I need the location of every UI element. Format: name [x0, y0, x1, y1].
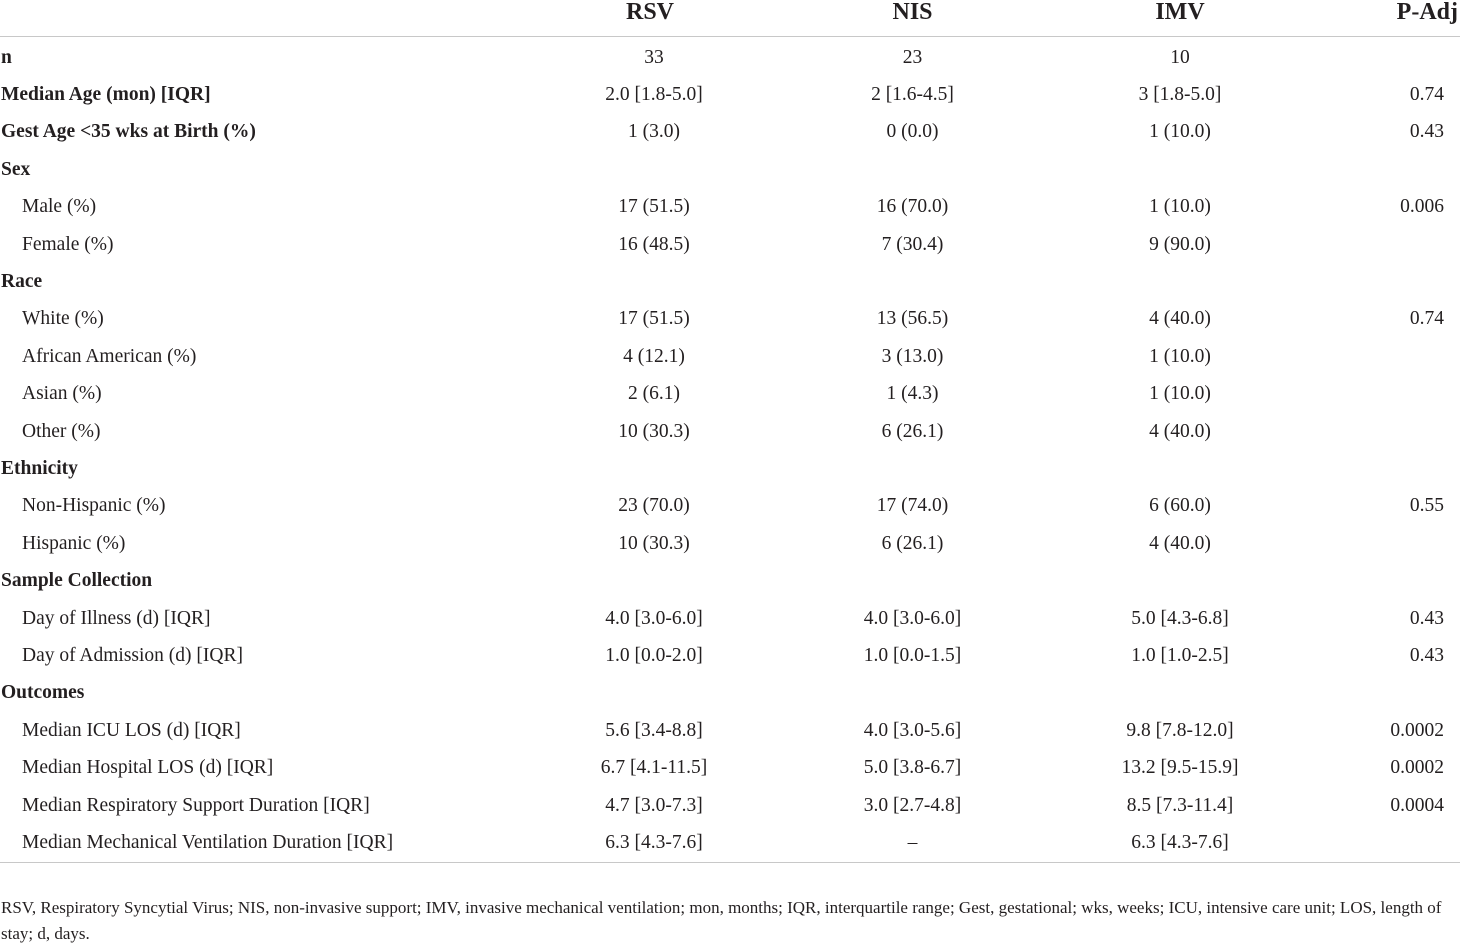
nis-value [780, 450, 1045, 487]
imv-value: 13.2 [9.5-15.9] [1121, 757, 1239, 779]
imv-value [1045, 151, 1315, 188]
table-row [0, 37, 1460, 77]
row-label: Hispanic (%) [22, 532, 126, 554]
table-row [0, 263, 1460, 300]
table-row [0, 189, 1460, 226]
rsv-value [510, 151, 780, 188]
header-imv: IMV [1045, 0, 1315, 37]
table-row [0, 488, 1460, 525]
nis-value: 3.0 [2.7-4.8] [863, 794, 962, 816]
rsv-value: 2 (6.1) [628, 383, 680, 405]
rsv-value: 10 (30.3) [618, 532, 690, 554]
nis-value [780, 151, 1045, 188]
nis-value [780, 263, 1045, 300]
table-row [0, 301, 1460, 338]
rsv-value: 6.7 [4.1-11.5] [600, 757, 708, 779]
imv-value: 1 (10.0) [1149, 345, 1211, 367]
p-adj-value: 0.43 [1409, 607, 1444, 629]
rsv-value [510, 450, 780, 487]
row-label: Median ICU LOS (d) [IQR] [22, 719, 241, 741]
p-adj-value [1315, 525, 1460, 562]
row-label: Median Age (mon) [IQR] [1, 84, 211, 106]
p-adj-value [1315, 376, 1460, 413]
p-adj-value: 0.55 [1409, 495, 1444, 517]
p-adj-value [1315, 151, 1460, 188]
table-row [0, 562, 1460, 599]
imv-value: 6 (60.0) [1149, 495, 1211, 517]
nis-value: 7 (30.4) [881, 233, 944, 255]
rsv-value: 1 (3.0) [628, 121, 680, 143]
table-row [0, 226, 1460, 263]
p-adj-value [1315, 226, 1460, 263]
row-label: Female (%) [22, 233, 114, 255]
p-adj-value [1315, 450, 1460, 487]
nis-value: 1 (4.3) [886, 383, 939, 405]
p-adj-value [1315, 413, 1460, 450]
table-row [0, 151, 1460, 188]
p-adj-value: 0.0002 [1390, 719, 1444, 741]
nis-value: 1.0 [0.0-1.5] [863, 644, 962, 666]
header-nis: NIS [780, 0, 1045, 37]
imv-value: 1 (10.0) [1149, 196, 1211, 218]
nis-value: – [780, 824, 1045, 863]
table-footnote: RSV, Respiratory Syncytial Virus; NIS, non-invasive support; IMV, invasive mechanical ventilation; mon, months; IQR, interquartile range; Gest, gestational; wks, weeks; ICU, intensive care unit; LOS, length of stay; d, days. [1, 898, 1442, 943]
rsv-value: 10 (30.3) [618, 420, 690, 442]
imv-value [1045, 675, 1315, 712]
row-label: Median Hospital LOS (d) [IQR] [22, 757, 274, 779]
rsv-value: 4.7 [3.0-7.3] [605, 794, 703, 816]
nis-value: 4.0 [3.0-6.0] [863, 607, 962, 629]
table-row [0, 600, 1460, 637]
table-row [0, 787, 1460, 824]
nis-value: 0 (0.0) [886, 121, 939, 143]
imv-value [1045, 263, 1315, 300]
table-row [0, 525, 1460, 562]
imv-value: 1 (10.0) [1149, 121, 1211, 143]
rsv-value: 4.0 [3.0-6.0] [605, 607, 703, 629]
table-row [0, 637, 1460, 674]
row-label: Male (%) [22, 196, 97, 218]
nis-value: 16 (70.0) [876, 196, 949, 218]
nis-value [780, 675, 1045, 712]
nis-value: 6 (26.1) [881, 532, 944, 554]
p-adj-value: 0.43 [1409, 121, 1444, 143]
table-row [0, 413, 1460, 450]
imv-value: 10 [1170, 46, 1190, 68]
imv-value: 1.0 [1.0-2.5] [1131, 644, 1229, 666]
table-row [0, 114, 1460, 151]
rsv-value: 33 [644, 46, 664, 68]
header-p-adj: P-Adj [1315, 0, 1460, 37]
p-adj-value [1315, 338, 1460, 375]
p-adj-value: 0.0002 [1390, 757, 1444, 779]
table-row [0, 675, 1460, 712]
row-label: Race [1, 271, 43, 293]
nis-value: 4.0 [3.0-5.6] [863, 719, 962, 741]
table-row [0, 76, 1460, 113]
rsv-value [510, 675, 780, 712]
nis-value: 5.0 [3.8-6.7] [863, 757, 962, 779]
table-row [0, 749, 1460, 786]
rsv-value [510, 562, 780, 599]
table-body [0, 37, 1460, 863]
row-label: Non-Hispanic (%) [22, 495, 166, 517]
header-rsv: RSV [510, 0, 780, 37]
nis-value: 6 (26.1) [881, 420, 944, 442]
row-label: African American (%) [22, 345, 197, 367]
row-label: Sex [1, 158, 31, 180]
row-label: Sample Collection [1, 570, 153, 592]
row-label: White (%) [22, 308, 104, 330]
p-adj-value: 0.74 [1409, 84, 1444, 106]
rsv-value: 6.3 [4.3-7.6] [510, 824, 780, 863]
imv-value: 4 (40.0) [1149, 308, 1211, 330]
row-label: Ethnicity [1, 457, 78, 479]
p-adj-value: 0.43 [1409, 644, 1444, 666]
nis-value [780, 562, 1045, 599]
nis-value: 3 (13.0) [881, 345, 944, 367]
rsv-value: 2.0 [1.8-5.0] [605, 84, 703, 106]
p-adj-value [1315, 824, 1460, 863]
nis-value: 2 [1.6-4.5] [871, 84, 954, 106]
row-label: Asian (%) [22, 383, 102, 405]
row-label: Other (%) [22, 420, 101, 442]
rsv-value: 17 (51.5) [618, 308, 690, 330]
header-row [0, 0, 1460, 37]
table-row [0, 712, 1460, 749]
nis-value: 23 [902, 46, 923, 68]
imv-value [1045, 562, 1315, 599]
imv-value: 9.8 [7.8-12.0] [1126, 719, 1234, 741]
table-row [0, 338, 1460, 375]
p-adj-value [1315, 37, 1460, 77]
imv-value: 1 (10.0) [1149, 383, 1211, 405]
p-adj-value [1315, 562, 1460, 599]
p-adj-value [1315, 263, 1460, 300]
imv-value: 4 (40.0) [1149, 420, 1211, 442]
imv-value: 6.3 [4.3-7.6] [1045, 824, 1315, 863]
rsv-value: 23 (70.0) [618, 495, 690, 517]
row-label: Median Mechanical Ventilation Duration [IQR] [0, 824, 510, 863]
imv-value: 4 (40.0) [1149, 532, 1211, 554]
row-label: Gest Age <35 wks at Birth (%) [1, 121, 256, 143]
rsv-value: 4 (12.1) [623, 345, 685, 367]
nis-value: 17 (74.0) [876, 495, 949, 517]
table-row [0, 824, 1460, 863]
row-label: n [1, 46, 12, 68]
imv-value: 3 [1.8-5.0] [1138, 84, 1222, 106]
rsv-value: 5.6 [3.4-8.8] [605, 719, 703, 741]
row-label: Median Respiratory Support Duration [IQR] [22, 794, 370, 816]
header-label-cell [0, 0, 510, 37]
row-label: Day of Illness (d) [IQR] [22, 607, 211, 629]
rsv-value [510, 263, 780, 300]
imv-value: 5.0 [4.3-6.8] [1131, 607, 1229, 629]
table-row [0, 450, 1460, 487]
table-row [0, 376, 1460, 413]
imv-value: 8.5 [7.3-11.4] [1126, 794, 1234, 816]
rsv-value: 16 (48.5) [618, 233, 690, 255]
row-label: Day of Admission (d) [IQR] [22, 644, 243, 666]
p-adj-value: 0.006 [1400, 196, 1444, 218]
imv-value [1045, 450, 1315, 487]
table-header [0, 0, 1460, 37]
p-adj-value [1315, 675, 1460, 712]
p-adj-value: 0.74 [1409, 308, 1444, 330]
nis-value: 13 (56.5) [876, 308, 949, 330]
imv-value: 9 (90.0) [1149, 233, 1211, 255]
row-label: Outcomes [1, 682, 85, 704]
rsv-value: 17 (51.5) [618, 196, 690, 218]
p-adj-value: 0.0004 [1390, 794, 1444, 816]
rsv-value: 1.0 [0.0-2.0] [605, 644, 703, 666]
